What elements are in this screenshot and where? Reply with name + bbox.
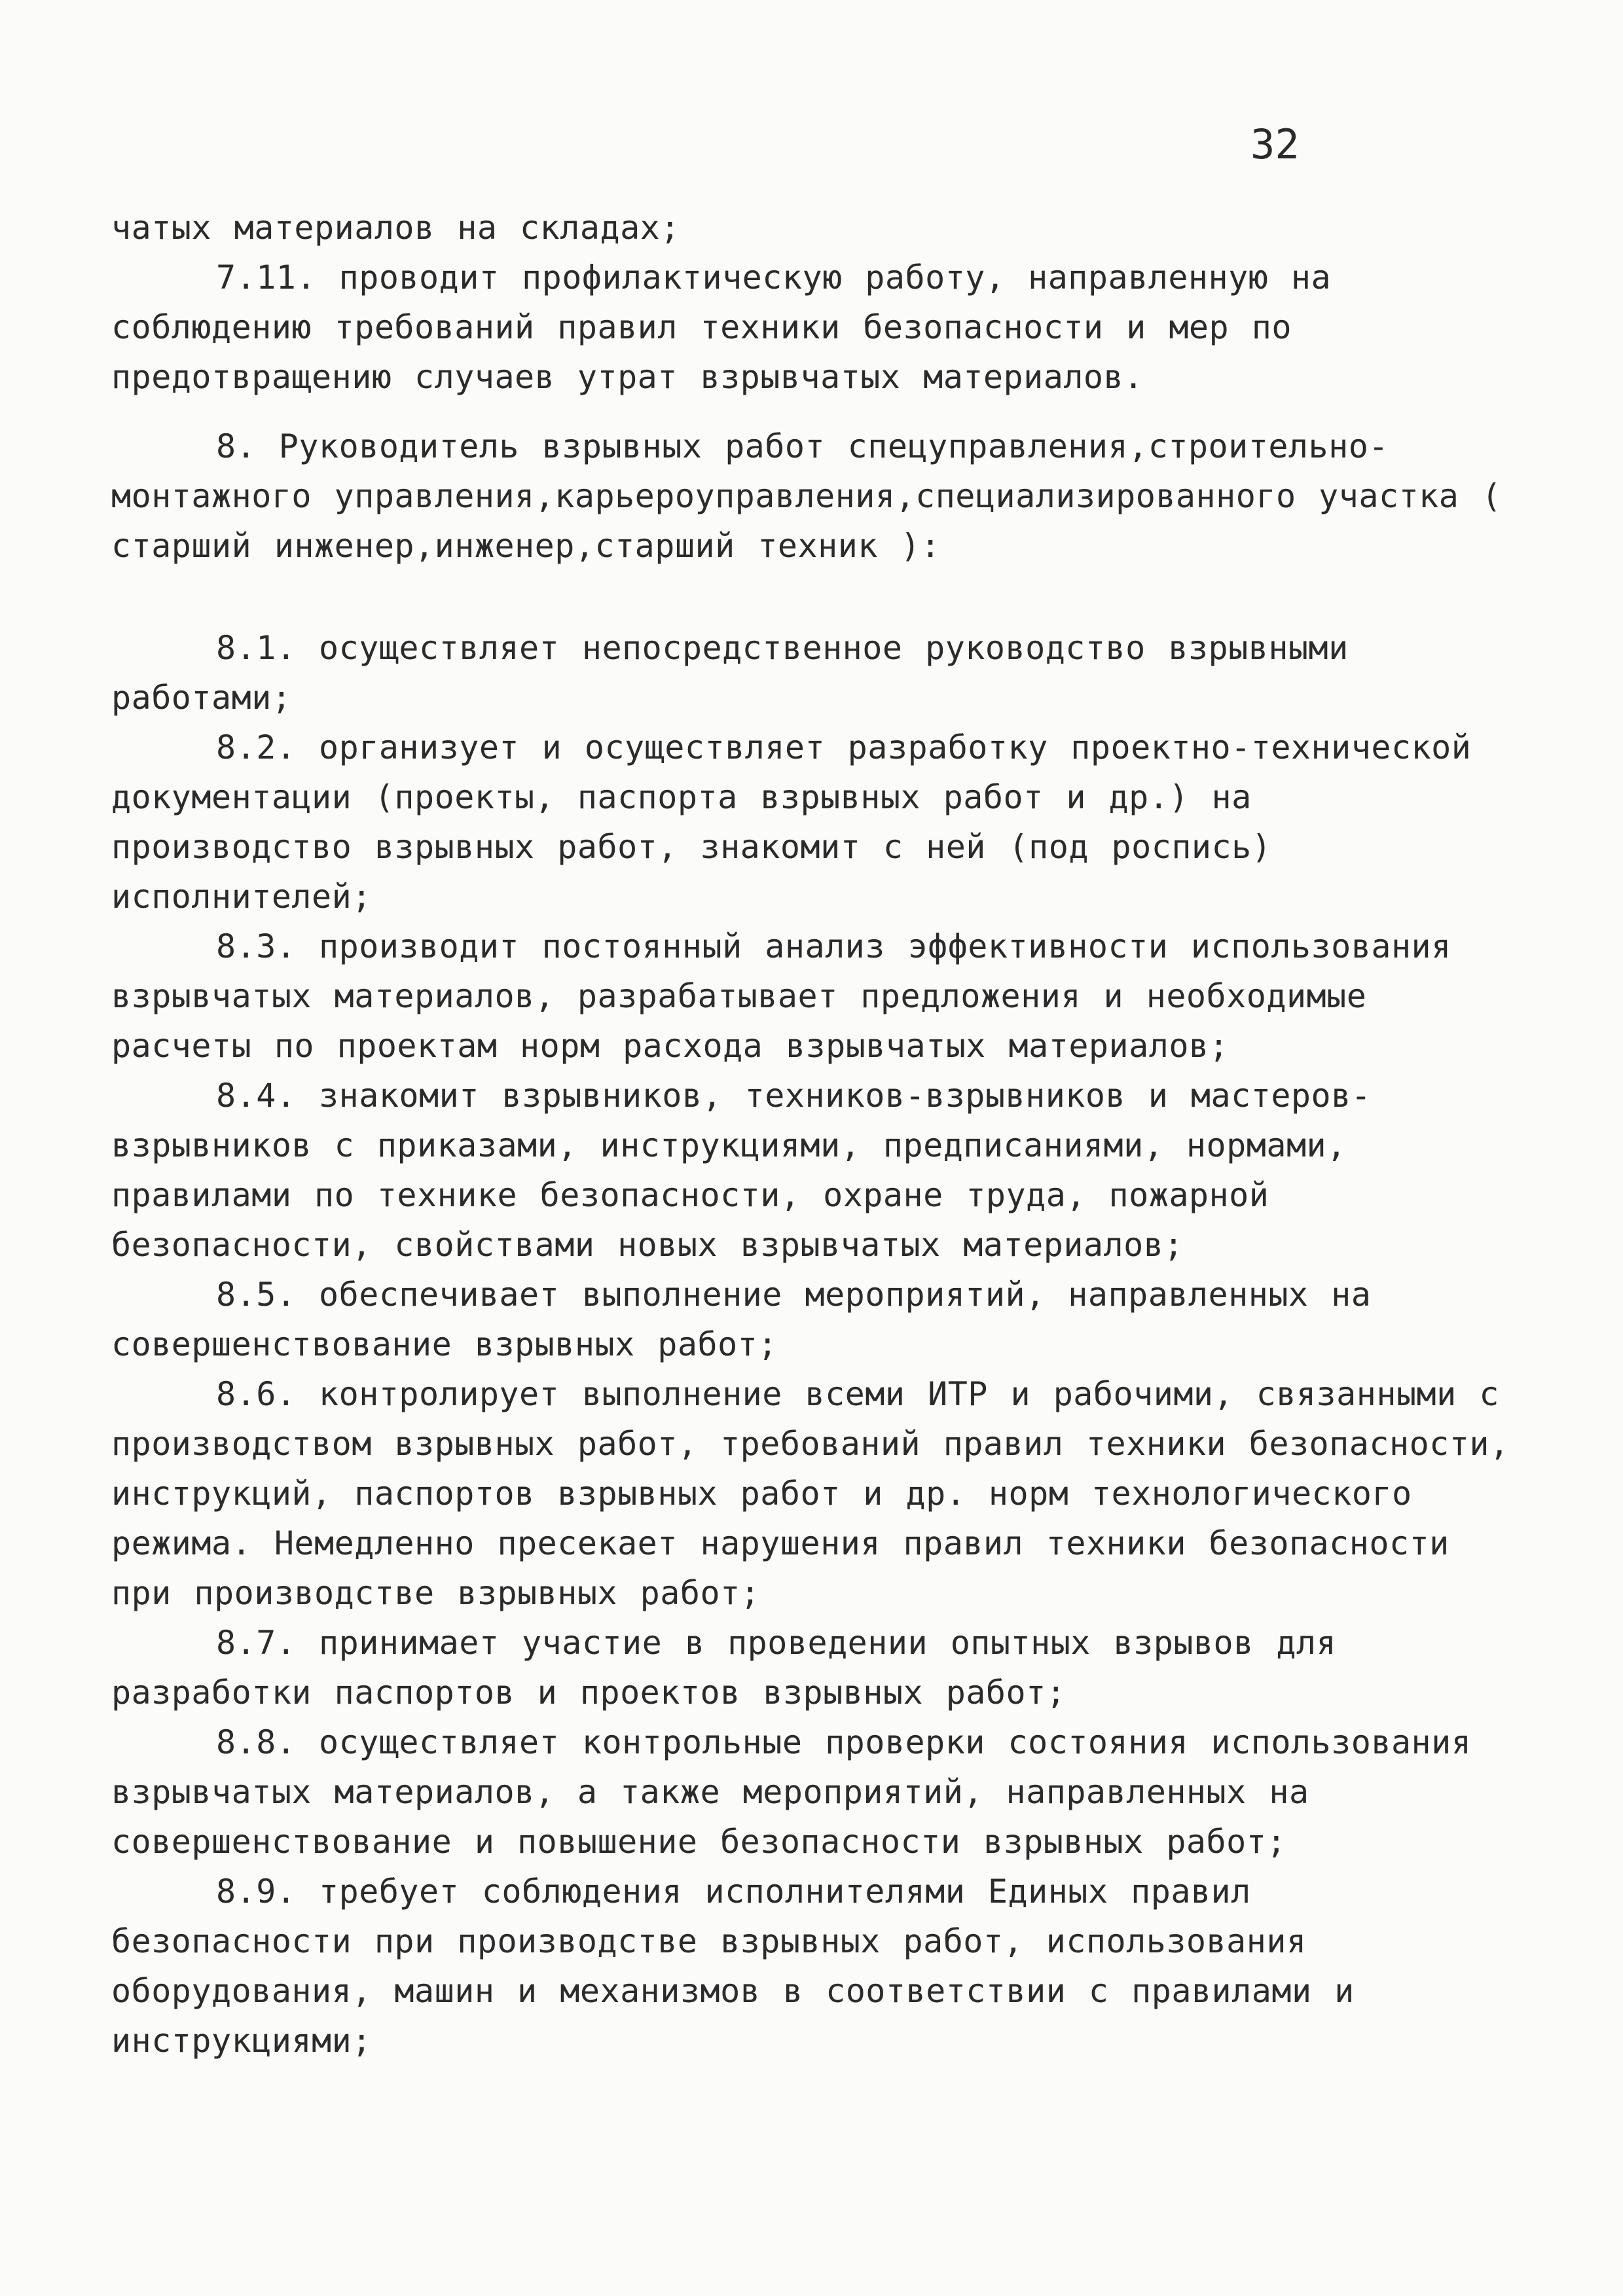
paragraph-8-4: 8.4. знакомит взрывников, техников-взрывников и мастеров-взрывников с приказами, инструкциями, предписаниями, нормами, правилами по технике безопасности, охране труда, пожарной безопасности, свойствами новых взрывчатых материалов; [111, 1077, 1372, 1264]
paragraph-8-7: 8.7. принимает участие в проведении опытных взрывов для разработки паспортов и проектов взрывных работ; [111, 1624, 1337, 1712]
paragraph-8-3: 8.3. производит постоянный анализ эффективности использования взрывчатых материалов, разрабатывает предложения и необходимые расчеты по проектам норм расхода взрывчатых материалов; [111, 927, 1451, 1065]
paragraph-8-1: 8.1. осуществляет непосредственное руководство взрывными работами; [111, 629, 1349, 717]
paragraph-8-heading: 8. Руководитель взрывных работ спецуправления,строительно-монтажного управления,карьероуправления,специализированного участка ( старший инженер,инженер,старший техник ): [111, 427, 1502, 565]
page-number: 32 [1250, 120, 1300, 168]
paragraph-7-11: 7.11. проводит профилактическую работу, направленную на соблюдению требований правил техники безопасности и мер по предотвращению случаев утрат взрывчатых материалов. [111, 259, 1332, 396]
paragraph-8-9: 8.9. требует соблюдения исполнителями Единых правил безопасности при производстве взрывных работ, использования оборудования, машин и механизмов в соответствии с правилами и инструкциями; [111, 1873, 1355, 2060]
paragraph-8-8: 8.8. осуществляет контрольные проверки состояния использования взрывчатых материалов, а также мероприятий, направленных на совершенствование и повышение безопасности взрывных работ; [111, 1723, 1472, 1861]
paragraph-8-5: 8.5. обеспечивает выполнение мероприятий, направленных на совершенствование взрывных работ; [111, 1276, 1372, 1363]
document-body [111, 203, 1512, 2066]
paragraph-continuation: чатых материалов на складах; [111, 209, 680, 247]
paragraph-8-6: 8.6. контролирует выполнение всеми ИТР и рабочими, связанными с производством взрывных работ, требований правил техники безопасности, инструкций, паспортов взрывных работ и др. норм технологического режима. Немедленно пресекает нарушения правил техники безопасности при производстве взрывных работ; [111, 1375, 1510, 1612]
paragraph-8-2: 8.2. организует и осуществляет разработку проектно-технической документации (проекты, паспорта взрывных работ и др.) на производство взрывных работ, знакомит с ней (под роспись) исполнителей; [111, 728, 1472, 916]
